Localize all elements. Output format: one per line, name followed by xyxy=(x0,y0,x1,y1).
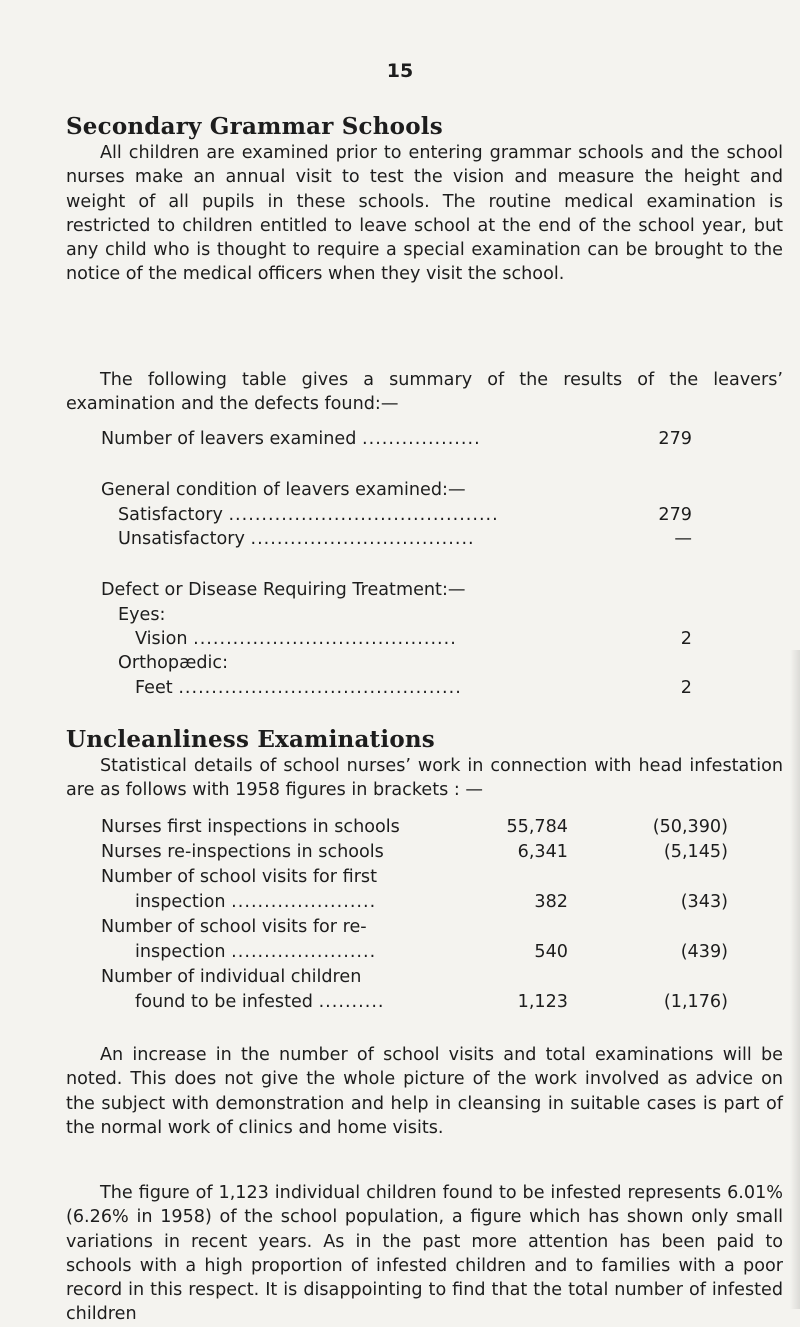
paragraph-grammar-intro: All children are examined prior to entering grammar schools and the school nurses make an annual visit to test the vision and measure the height and weight of all pupils in these schools. The routine medical examination is restricted to children entitled to leave school at the end of the school year, but any child who is thought to require a special examination can be brought to the notice of the medical officers when they visit the school. xyxy=(66,143,783,285)
row-infested-label: Number of individual children xyxy=(101,967,362,987)
row-visits-re: inspection ...................... xyxy=(135,942,377,962)
row-visits-re-label: Number of school visits for re- xyxy=(101,917,367,937)
paragraph-increase-visits: An increase in the number of school visits and total examinations will be noted. This does not give the whole picture of the work involved as advice on the subject with demonstration and help in cleansing in suitable cases is part of the normal work of clinics and home visits. xyxy=(66,1045,783,1138)
paragraph-uncleanliness-intro: Statistical details of school nurses’ work in connection with head infestation are as follows with 1958 figures in brackets : — xyxy=(66,756,783,801)
page-number: 15 xyxy=(386,60,414,82)
value-feet: 2 xyxy=(680,678,692,698)
label-eyes: Eyes: xyxy=(118,605,166,625)
value-unsatisfactory: — xyxy=(674,529,692,549)
row-re-inspections: Nurses re-inspections in schools xyxy=(101,842,384,862)
value-first-inspections: 55,784 xyxy=(506,817,568,837)
row-unsatisfactory: Unsatisfactory .................................. xyxy=(118,529,475,549)
prev-re-inspections: (5,145) xyxy=(663,842,728,862)
prev-visits-first: (343) xyxy=(680,892,728,912)
row-satisfactory: Satisfactory ......................................... xyxy=(118,505,499,525)
value-re-inspections: 6,341 xyxy=(517,842,568,862)
value-vision: 2 xyxy=(680,629,692,649)
section-title-uncleanliness: Uncleanliness Examinations xyxy=(66,726,435,753)
value-infested: 1,123 xyxy=(517,992,568,1012)
heading-defect-treatment: Defect or Disease Requiring Treatment:— xyxy=(101,580,466,600)
prev-infested: (1,176) xyxy=(663,992,728,1012)
prev-first-inspections: (50,390) xyxy=(652,817,728,837)
row-vision: Vision ........................................ xyxy=(135,629,457,649)
row-first-inspections: Nurses first inspections in schools xyxy=(101,817,400,837)
row-leavers-examined: Number of leavers examined .................. xyxy=(101,429,481,449)
value-leavers-examined: 279 xyxy=(658,429,692,449)
row-visits-first: inspection ...................... xyxy=(135,892,377,912)
label-orthopaedic: Orthopædic: xyxy=(118,653,228,673)
page-edge-shadow xyxy=(790,650,800,1309)
row-infested: found to be infested .......... xyxy=(135,992,385,1012)
section-title-secondary-grammar: Secondary Grammar Schools xyxy=(66,113,443,140)
value-visits-re: 540 xyxy=(534,942,568,962)
heading-general-condition: General condition of leavers examined:— xyxy=(101,480,466,500)
value-satisfactory: 279 xyxy=(658,505,692,525)
prev-visits-re: (439) xyxy=(680,942,728,962)
value-visits-first: 382 xyxy=(534,892,568,912)
paragraph-table-intro: The following table gives a summary of the results of the leavers’ examination and the defects found:— xyxy=(66,370,783,415)
row-visits-first-label: Number of school visits for first xyxy=(101,867,377,887)
paragraph-infestation-figure: The figure of 1,123 individual children found to be infested represents 6.01% (6.26% in 1958) of the school population, a figure which has shown only small variations in recent years. As in the past more attention has been paid to schools with a high proportion of infested children and to families with a poor record in this respect. It is disappointing to find that the total number of infested children xyxy=(66,1183,783,1325)
row-feet: Feet ........................................... xyxy=(135,678,462,698)
